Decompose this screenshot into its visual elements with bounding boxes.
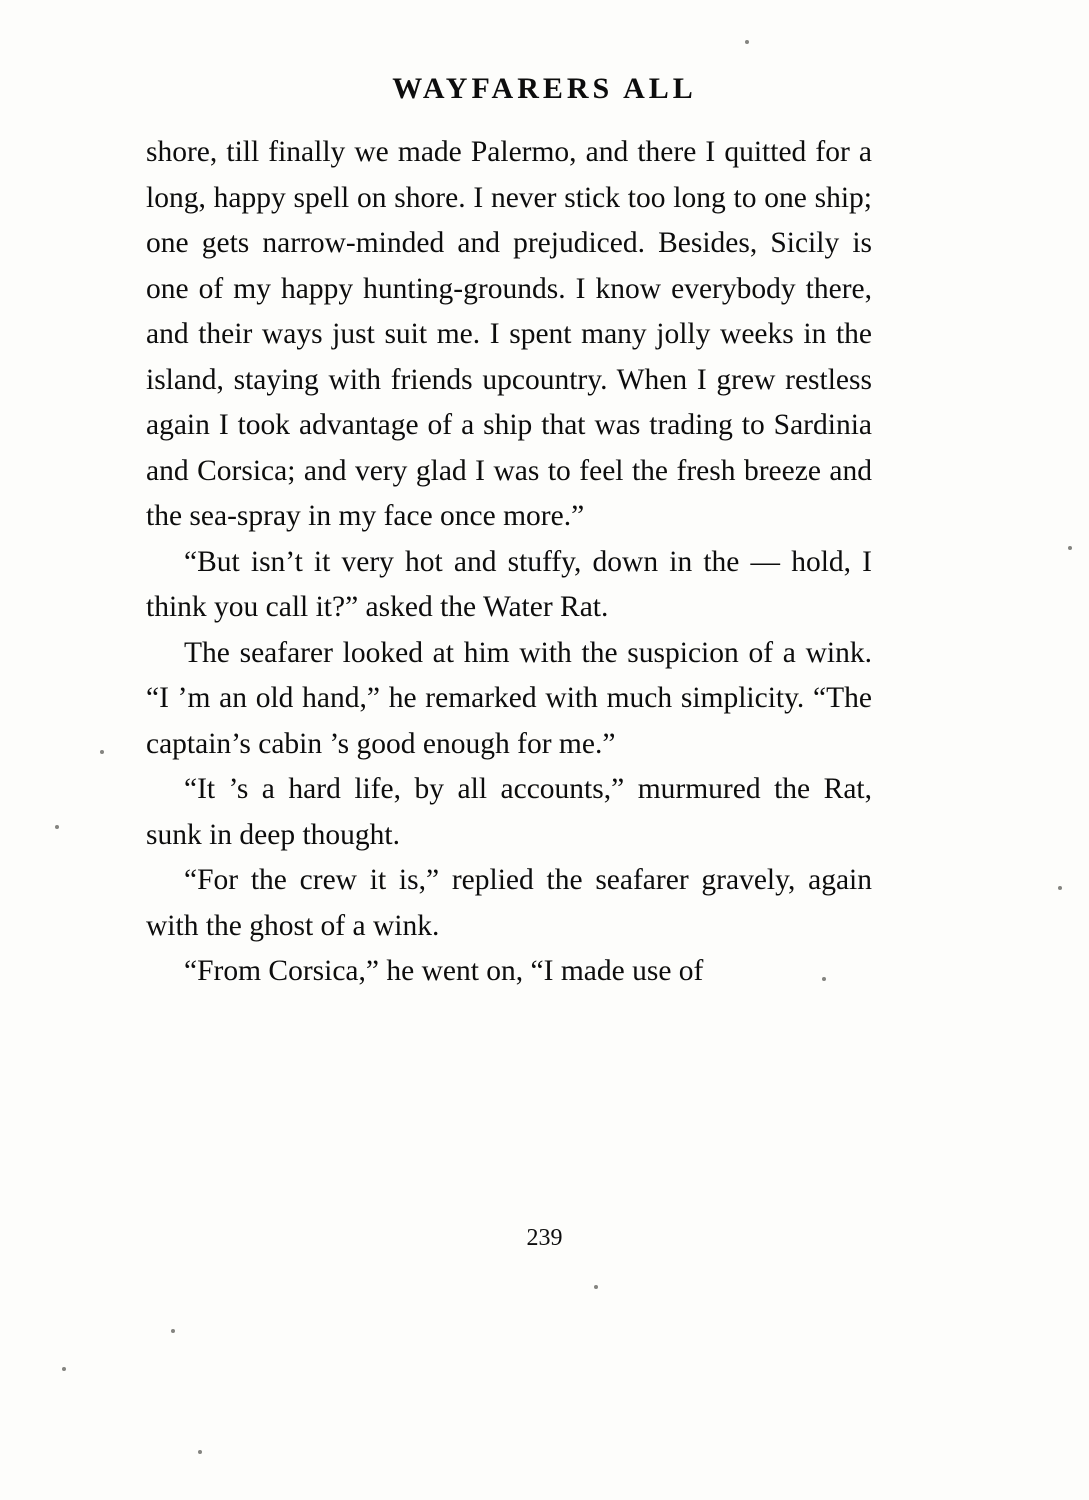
paragraph: “It ’s a hard life, by all accounts,” murmured the Rat, sunk in deep thought. xyxy=(146,773,872,851)
scan-speck xyxy=(822,977,826,981)
paragraph: “For the crew it is,” replied the seafarer gravely, again with the ghost of a wink. xyxy=(146,864,872,942)
page-number: 239 xyxy=(526,1225,563,1251)
paragraph: “From Corsica,” he went on, “I made use of xyxy=(184,955,704,987)
scan-speck xyxy=(198,1450,202,1454)
scan-speck xyxy=(55,825,59,829)
scan-speck xyxy=(1058,886,1062,890)
scan-speck xyxy=(62,1367,66,1371)
scan-speck xyxy=(100,750,104,754)
scan-speck xyxy=(171,1329,175,1333)
scan-speck xyxy=(745,40,749,44)
scan-speck xyxy=(1068,546,1072,550)
running-head: WAYFARERS ALL xyxy=(392,72,697,105)
paragraph: “But isn’t it very hot and stuffy, down in the — hold, I think you call it?” asked the Water Rat. xyxy=(146,545,872,623)
body-text xyxy=(146,130,872,995)
paragraph: The seafarer looked at him with the suspicion of a wink. “I ’m an old hand,” he remarked with much simplicity. “The captain’s cabin ’s good enough for me.” xyxy=(146,636,872,760)
paragraph: shore, till finally we made Palermo, and there I quitted for a long, happy spell on shore. I never stick too long to one ship; one gets narrow-minded and prejudiced. Besides, Sicily is one of my happy hunting-grounds. I know everybody there, and their ways just suit me. I spent many jolly weeks in the island, staying with friends upcountry. When I grew restless again I took advantage of a ship that was trading to Sardinia and Corsica; and very glad I was to feel the fresh breeze and the sea-spray in my face once more.” xyxy=(146,136,872,532)
scan-speck xyxy=(594,1285,598,1289)
